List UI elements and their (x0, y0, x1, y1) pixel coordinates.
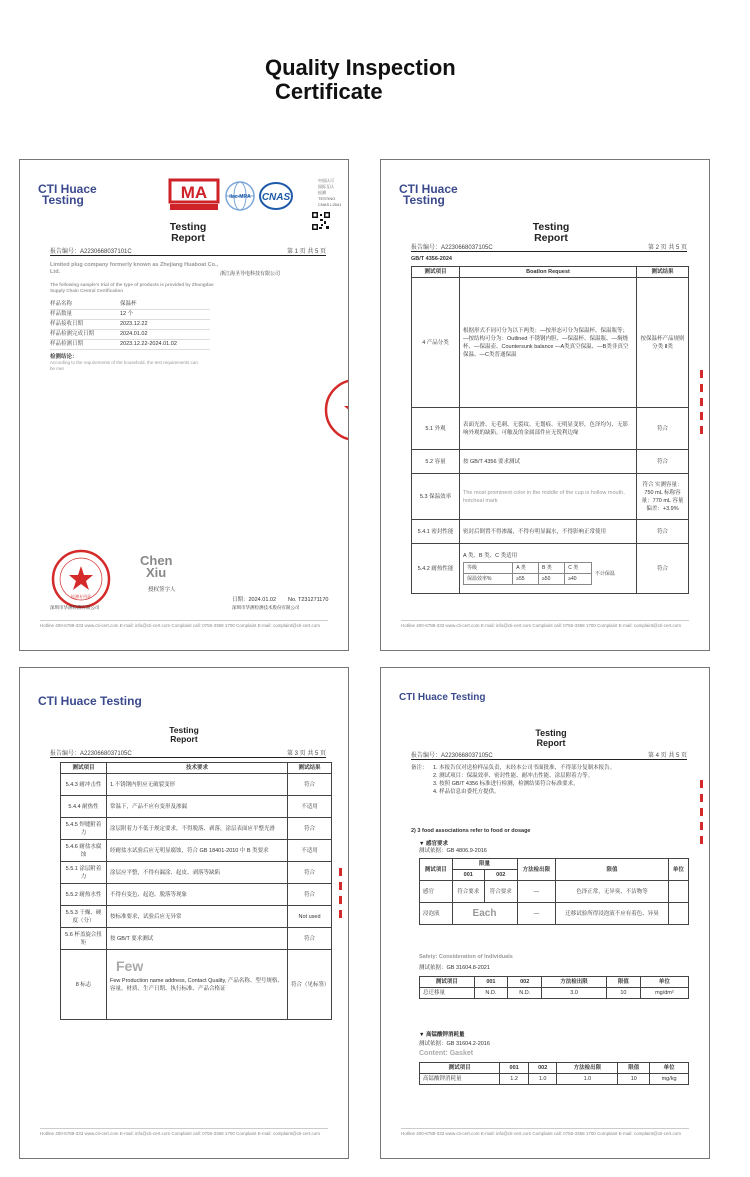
info-key: 样品数量 (50, 311, 73, 317)
cell-item: 感官 (420, 881, 453, 903)
report-title-line-2: Report (170, 734, 198, 744)
cti-logo (399, 184, 458, 206)
cell-value: 符合要求 (485, 881, 518, 903)
sub-header: B 类 (539, 563, 565, 574)
page-number: 第 3 页 共 5 页 (286, 751, 326, 757)
sub-header: C 类 (565, 563, 592, 574)
cell-result: 按保温杯产品规则分类 Ⅱ类 (637, 278, 689, 408)
cell-requirement: 不得有变色、起泡、脱落等现象 (107, 884, 288, 906)
table-header: 限量 (452, 859, 517, 870)
ilac-icon (224, 180, 256, 212)
table-header: 测试项目 (61, 763, 107, 774)
ilac-text: ilac-MRA (229, 194, 251, 200)
cell-unit: mg/dm² (640, 988, 688, 999)
company-line: 深圳市华测检测技术股份有限公司 (232, 605, 300, 610)
section2-title: Safety: Consideration of Individuals (419, 954, 513, 960)
report-date: 日期：2024.01.02 (232, 597, 277, 603)
side-seal-strip (699, 370, 705, 450)
notice-en: The following sample's trial of the type of products is provided by Zhongdao Supply Chain Central Certification (50, 282, 214, 293)
remark-item: 1. 本报告仅对送检样品负责，未经本公司书面批准，不得部分复制本报告。 (433, 765, 616, 771)
company-seal-partial (316, 375, 349, 445)
sub-header: A 类 (513, 563, 539, 574)
table-row (412, 278, 689, 408)
table-header: 测试项目 (412, 267, 460, 278)
logo-line-2: Testing (403, 193, 445, 207)
cell-unit (668, 903, 688, 925)
ma-certification-icon (168, 178, 220, 212)
conclusion-label: 检测结论： (50, 354, 78, 360)
cnas-text: CNAS (261, 192, 291, 203)
report-number: 报告编号：A2230668037101C (50, 249, 132, 255)
cell-requirement: 按 GB/T 要求测试 (107, 928, 288, 950)
table-row (61, 928, 332, 950)
testing-seal (50, 548, 112, 610)
cell-unit: mg/kg (650, 1074, 689, 1085)
cell-result: 不适用 (288, 796, 332, 818)
logo-line-1: CTI Huace (38, 182, 97, 196)
report-title-line-2: Report (171, 232, 205, 244)
cell-limit: 10 (618, 1074, 650, 1085)
cell-item: 高锰酸钾消耗量 (420, 1074, 500, 1085)
cell-item: 5.4.4 耐热性 (61, 796, 107, 818)
cell-requirement: 表面光滑、无毛刺、无裂纹、无划痕、无明显变形，色泽均匀、无影响外观的缺陷。可触及的金属部件应无锐利边缘 (460, 408, 637, 450)
conclusion-block (50, 352, 200, 372)
remark-item: 2. 测试项目：保温效率、密封性能、耐冲击性能、涂层附着力等。 (433, 773, 594, 779)
info-key: 样品名称 (50, 301, 73, 307)
report-title-line-2: Report (536, 738, 566, 748)
cell-limit: 色泽正常，无异臭、不洁物等 (556, 881, 669, 903)
cell-result: 符合 (288, 884, 332, 906)
report-title-line-1: Testing (169, 725, 199, 735)
table-row (412, 408, 689, 450)
cell-limit: 10 (606, 988, 640, 999)
cnas-icon (258, 180, 294, 212)
cell-item: 5.1 外观 (412, 408, 460, 450)
cell-result: 符合 (637, 544, 689, 594)
page-heading (265, 56, 456, 104)
table-header: 单位 (640, 977, 688, 988)
sample-info-list (50, 300, 300, 350)
sample-info-row (50, 300, 210, 310)
cell-value: 1.2 (500, 1074, 529, 1085)
sub-cell: 保温效率% (464, 574, 513, 585)
table-row (61, 840, 332, 862)
sample-info-row (50, 340, 210, 350)
cert-line: 国际互认 (318, 184, 334, 189)
cell-item: 5.4.1 密封性能 (412, 520, 460, 544)
cell-item: 5.2 容量 (412, 450, 460, 474)
table-header: 测试项目 (420, 977, 475, 988)
table-header: 002 (528, 1063, 557, 1074)
info-value: 2024.01.02 (120, 331, 148, 337)
cell-requirement: 密封后倒置不得渗漏，不得有明显漏水，不得影响正常使用 (460, 520, 637, 544)
table-header: 002 (485, 870, 518, 881)
client-info (50, 262, 300, 350)
standard-ref: GB/T 4356-2024 (411, 256, 452, 262)
table-row (420, 903, 689, 925)
report-page-1 (19, 159, 349, 651)
cell-unit (668, 881, 688, 903)
table-header: 单位 (650, 1063, 689, 1074)
cell-item: 5.4.5 焊缝附着力 (61, 818, 107, 840)
info-value: 2023.12.22 (120, 321, 148, 327)
cell-requirement (460, 544, 637, 594)
cell-result: 符合 (288, 928, 332, 950)
section3-standard: 测试依据：GB 31604.2-2016 (419, 1041, 490, 1047)
remark-item: 4. 样品信息由委托方提供。 (433, 789, 500, 795)
sub-header: 等级 (464, 563, 513, 574)
report-title (158, 222, 218, 244)
signer-name-line-1: Chen (140, 553, 173, 568)
remarks-list (411, 764, 691, 796)
sample-info-row (50, 330, 210, 340)
cell-requirement: 根据形式不同可分为以下两类：—按形态可分为保温杯、保温瓶等；—按结构可分为：Outlined 不锈钢内胆、—保温杯、保温瓶、—焖烧杯、—保温壶、Countersunk balance —A类真空保温、—B类非真空保温、—C类普通保温 (460, 278, 637, 408)
report-title-line-1: Testing (532, 221, 570, 233)
cti-logo (38, 184, 97, 206)
cell-item: 5.6 杯盖旋合扭矩 (61, 928, 107, 950)
report-title (521, 728, 581, 748)
table-row (420, 988, 689, 999)
signer-title: 授权签字人 (148, 587, 176, 593)
cell-value: Each (452, 903, 517, 925)
table-row (420, 881, 689, 903)
cell-value: 1.0 (528, 1074, 557, 1085)
sensory-table (419, 858, 689, 925)
qr-code-icon (312, 212, 330, 230)
cell-value: N.D. (474, 988, 508, 999)
logo-line-2: Testing (42, 193, 84, 207)
test-results-table (60, 762, 332, 1020)
report-meta (411, 242, 687, 252)
table-row (61, 818, 332, 840)
report-meta (411, 750, 687, 760)
sub-cell: ≥40 (565, 574, 592, 585)
cell-item: 5.5.3 干燥、硬度（分） (61, 906, 107, 928)
table-header: Boatlon Request (460, 267, 637, 278)
blurred-label: Few (116, 958, 144, 974)
cell-item: 5.4.3 耐冲击性 (61, 774, 107, 796)
cell-item: 5.5.2 耐热水性 (61, 884, 107, 906)
page-number: 第 1 页 共 5 页 (286, 249, 326, 255)
info-key: 样品接收日期 (50, 321, 84, 327)
table-header: 测试结果 (288, 763, 332, 774)
table-row (61, 774, 332, 796)
cell-result: 符合 (288, 774, 332, 796)
cell-result: 符合 (637, 520, 689, 544)
cell-result: 符合 (288, 818, 332, 840)
page-footer: Hotline 400-6788-333 www.cti-cert.com E-mail: info@cti-cert.com Complaint call: 0755-3368 1700 Complaint E-mail: complaint@cti-cert.com (40, 1128, 328, 1138)
table-header: 技术要求 (107, 763, 288, 774)
cell-item: 5.4.2 耐热性能 (412, 544, 460, 594)
table-header: 方法检出限 (517, 859, 556, 881)
table-header: 002 (508, 977, 542, 988)
cell-requirement: 涂层应平整，不得有漏涂、起皮、剥落等缺陷 (107, 862, 288, 884)
info-key: 样品检测完成日期 (50, 331, 95, 337)
logo-line-1: CTI Huace (399, 182, 458, 196)
cell-item: 8 标志 (61, 950, 107, 1020)
table-header: 测试项目 (420, 1063, 500, 1074)
section2-standard: 测试依据：GB 31604.8-2021 (419, 965, 490, 971)
food-heading: 2) 3 food associations refer to food or dosage (411, 828, 531, 834)
table-row (412, 450, 689, 474)
content-label: Content: Gasket (419, 1050, 474, 1057)
cell-result: 符合 (288, 862, 332, 884)
table-header: 方法检出限 (557, 1063, 618, 1074)
info-value: 保温杯 (120, 301, 137, 307)
cell-item: 总迁移量 (420, 988, 475, 999)
cnas-cert-lines (318, 178, 341, 208)
info-value: 2023.12.22-2024.01.02 (120, 341, 177, 347)
side-seal-strip (699, 780, 705, 860)
ma-text: MA (180, 183, 208, 202)
table-header: 限值 (618, 1063, 650, 1074)
remarks-label: 备注： (411, 765, 428, 771)
report-title (521, 222, 581, 244)
table-header: 001 (452, 870, 485, 881)
page-number: 第 2 页 共 5 页 (647, 245, 687, 251)
table-row (61, 796, 332, 818)
cell-result: 符合 实测容量：750 mL 标称容量：770 mL 容量偏差：+3.9% (637, 474, 689, 520)
test-results-table (411, 266, 689, 594)
page-footer: Hotline 400-6788-333 www.cti-cert.com E-mail: info@cti-cert.com Complaint call: 0755-3368 1700 Complaint E-mail: complaint@cti-cert.com (401, 1128, 689, 1138)
table-row (61, 884, 332, 906)
signer-name (140, 555, 173, 579)
table-header: 限值 (606, 977, 640, 988)
cell-requirement: 经耐盐水试验后应无明显腐蚀，符合 GB 18401-2010 中 B 类要求 (107, 840, 288, 862)
cell-requirement: 常温下，产品不应有变形及渗漏 (107, 796, 288, 818)
table-header: 测试结果 (637, 267, 689, 278)
cell-item: 浸泡液 (420, 903, 453, 925)
info-value: 12 个 (120, 311, 134, 317)
table-row (420, 1074, 689, 1085)
report-page-2 (380, 159, 710, 651)
page-number: 第 4 页 共 5 页 (647, 753, 687, 759)
cert-line: CNAS L2541 (318, 202, 342, 207)
cell-item: 5.4.6 耐盐水腐蚀 (61, 840, 107, 862)
info-key: 样品检测日期 (50, 341, 84, 347)
cti-logo: CTI Huace Testing (399, 692, 486, 703)
migration-table (419, 976, 689, 999)
report-meta (50, 748, 326, 758)
report-meta (50, 246, 326, 256)
cell-result: 符合 (637, 450, 689, 474)
table-row (412, 544, 689, 594)
cert-line: 检测 (318, 190, 326, 195)
section3-title: ▼ 高锰酸钾消耗量 (419, 1032, 465, 1038)
title-line-1: Quality Inspection (265, 55, 456, 80)
cell-lod: 1.0 (557, 1074, 618, 1085)
table-row (412, 474, 689, 520)
cell-lod: 3.0 (542, 988, 607, 999)
table-row (412, 520, 689, 544)
cell-lod: — (517, 881, 556, 903)
report-title-line-2: Report (534, 232, 568, 244)
table-header: 单位 (668, 859, 688, 881)
seal-sub-text: 检测专用章 (71, 594, 91, 599)
cell-requirement: 涂层附着力不低于规定要求，不得脱落、剥落，涂层表面应平整光滑 (107, 818, 288, 840)
cert-line: 中国认可 (318, 178, 334, 183)
cert-line: TESTING (318, 196, 336, 201)
cell-item: 5.3 保温效率 (412, 474, 460, 520)
cti-logo: CTI Huace Testing (38, 694, 142, 708)
cell-value: 符合要求 (452, 881, 485, 903)
cell-result: Not used (288, 906, 332, 928)
sub-requirement: A 类、B 类、C 类适用 (463, 553, 518, 559)
signer-name-line-2: Xiu (146, 565, 167, 580)
client-name-en: Limited plug company formerly known as Zhejiang Huaboat Co., Ltd. (50, 262, 219, 275)
report-title (154, 726, 214, 744)
report-page-4 (380, 667, 710, 1159)
page-footer: Hotline 400-6788-333 www.cti-cert.com E-mail: info@cti-cert.com Complaint call: 0755-3368 1700 Complaint E-mail: complaint@cti-cert.com (401, 620, 689, 630)
cell-result: 符合 (637, 408, 689, 450)
table-row (61, 862, 332, 884)
sample-info-row (50, 310, 210, 320)
cell-limit: 迁移试验所得浸泡液不应有着色、异臭 (556, 903, 669, 925)
table-header: 测试项目 (420, 859, 453, 881)
sub-cell: ≥50 (539, 574, 565, 585)
report-number: 报告编号：A2230668037105C (411, 245, 493, 251)
page-footer: Hotline 400-6788-333 www.cti-cert.com E-mail: info@cti-cert.com Complaint call: 0755-3368 1700 Complaint E-mail: complaint@cti-cert.com (40, 620, 328, 630)
table-row (61, 906, 332, 928)
side-seal-strip (338, 868, 344, 948)
table-row (61, 950, 332, 1020)
title-line-2: Certificate (275, 79, 383, 104)
table-header: 001 (500, 1063, 529, 1074)
table-header: 方法检出限 (542, 977, 607, 988)
cell-requirement: Few Production name address, Contact Quality, 产品名称、型号规格、容量、材质、生产日期、执行标准、产品合格证 (107, 950, 288, 1020)
seal-company-text: 深圳市华测检测有限公司 (50, 605, 100, 610)
report-title-line-1: Testing (535, 728, 567, 738)
cell-requirement: 1.不锈钢内胆应无破裂变形 (107, 774, 288, 796)
remarks-block (411, 764, 691, 796)
client-name-cn: 浙江海圣导电科技有限公司 (220, 271, 281, 277)
cell-value: N.D. (508, 988, 542, 999)
cell-result: 符合（见标签） (288, 950, 332, 1020)
cell-requirement: 按标准要求，试验后应无异常 (107, 906, 288, 928)
sub-note: 不计保温 (594, 570, 615, 577)
report-id: No. T231271170 (288, 597, 329, 603)
cell-requirement: The most prominent color in the middle of the cup is hollow mouth, hotcheal mark (460, 474, 637, 520)
section1-standard: 测试依据：GB 4806.9-2016 (419, 848, 487, 854)
remark-item: 3. 按照 GB/T 4356 标准进行检测，检测结果符合标准要求。 (433, 781, 579, 787)
cell-requirement: 按 GB/T 4356 要求测试 (460, 450, 637, 474)
sub-cell: ≥55 (513, 574, 539, 585)
table-header: 001 (474, 977, 508, 988)
report-number: 报告编号：A2230668037105C (50, 751, 132, 757)
cell-lod: — (517, 903, 556, 925)
report-number: 报告编号：A2230668037105C (411, 753, 493, 759)
conclusion-text: According to the requirements of the household, the test requirements can be met (50, 360, 198, 371)
cell-item: 4 产品分类 (412, 278, 460, 408)
sample-info-row (50, 320, 210, 330)
report-title-line-1: Testing (169, 221, 207, 233)
section1-title: ▼ 感官要求 (419, 841, 448, 847)
permanganate-table (419, 1062, 689, 1085)
cell-result: 不适用 (288, 840, 332, 862)
cell-item: 5.5.1 涂层附着力 (61, 862, 107, 884)
table-header: 限值 (556, 859, 669, 881)
grade-subtable (463, 562, 633, 585)
report-page-3 (19, 667, 349, 1159)
